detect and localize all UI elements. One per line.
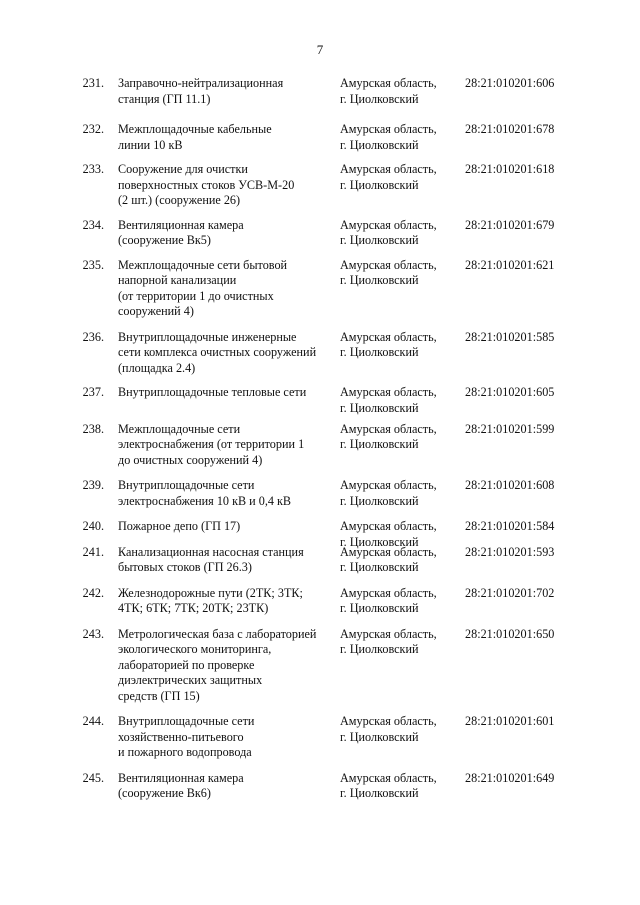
object-name: Межплощадочные сети бытовой напорной канализации (от территории 1 до очистных сооружений 4) bbox=[118, 257, 288, 318]
registry-row bbox=[76, 586, 576, 617]
row-number: 243. bbox=[82, 626, 104, 641]
cadastral-number: 28:21:010201:621 bbox=[465, 257, 555, 272]
cadastral-number: 28:21:010201:649 bbox=[465, 770, 555, 785]
object-location: Амурская область, г. Циолковский bbox=[340, 257, 437, 287]
cadastral-number: 28:21:010201:650 bbox=[465, 626, 555, 641]
object-name: Железнодорожные пути (2ТК; 3ТК; 4ТК; 6ТК; 7ТК; 20ТК; 23ТК) bbox=[118, 585, 303, 615]
registry-row bbox=[76, 478, 576, 509]
cadastral-number: 28:21:010201:585 bbox=[465, 329, 555, 344]
object-name: Сооружение для очистки поверхностных стоков УСВ-М-20 (2 шт.) (сооружение 26) bbox=[118, 162, 295, 207]
object-name: Метрологическая база с лабораторией экологического мониторинга, лабораторией по проверке диэлектрических защитных средств (ГП 15) bbox=[118, 626, 317, 703]
registry-row bbox=[76, 218, 576, 249]
object-location: Амурская область, г. Циолковский bbox=[340, 162, 437, 192]
cadastral-number: 28:21:010201:679 bbox=[465, 217, 555, 232]
cadastral-number: 28:21:010201:678 bbox=[465, 122, 555, 136]
row-number: 244. bbox=[82, 714, 104, 728]
cadastral-number: 28:21:010201:593 bbox=[465, 544, 555, 559]
object-location: Амурская область, г. Циолковский bbox=[340, 714, 437, 744]
object-name: Канализационная насосная станция бытовых стоков (ГП 26.3) bbox=[118, 544, 304, 574]
cadastral-number: 28:21:010201:584 bbox=[465, 519, 555, 533]
object-location: Амурская область, г. Циолковский bbox=[340, 478, 437, 508]
object-location: Амурская область, г. Циолковский bbox=[340, 122, 437, 152]
row-number: 237. bbox=[82, 385, 104, 399]
registry-row bbox=[76, 258, 576, 320]
property-registry bbox=[76, 76, 576, 802]
row-number: 239. bbox=[82, 478, 104, 492]
registry-row bbox=[76, 545, 576, 576]
registry-row bbox=[76, 330, 576, 377]
object-name: Внутриплощадочные инженерные сети комплекса очистных сооружений (площадка 2.4) bbox=[118, 329, 317, 375]
row-number: 240. bbox=[82, 519, 104, 533]
object-name: Вентиляционная камера (сооружение Вк6) bbox=[118, 770, 244, 800]
registry-row bbox=[76, 122, 576, 153]
registry-row bbox=[76, 76, 576, 107]
object-name: Вентиляционная камера (сооружение Вк5) bbox=[118, 217, 244, 247]
object-location: Амурская область, г. Циолковский bbox=[340, 329, 437, 359]
object-name: Заправочно-нейтрализационная станция (ГП 11.1) bbox=[118, 76, 284, 106]
registry-row bbox=[76, 714, 576, 761]
row-number: 245. bbox=[82, 770, 104, 785]
row-number: 241. bbox=[82, 544, 104, 559]
object-name: Межплощадочные кабельные линии 10 кВ bbox=[118, 122, 272, 152]
registry-row bbox=[76, 422, 576, 469]
object-location: Амурская область, г. Циолковский bbox=[340, 544, 437, 574]
object-location: Амурская область, г. Циолковский bbox=[340, 76, 437, 106]
cadastral-number: 28:21:010201:601 bbox=[465, 714, 555, 728]
cadastral-number: 28:21:010201:702 bbox=[465, 585, 555, 600]
registry-row bbox=[76, 519, 576, 549]
row-number: 232. bbox=[82, 122, 104, 136]
object-location: Амурская область, г. Циолковский bbox=[340, 585, 437, 615]
object-location: Амурская область, г. Циолковский bbox=[340, 421, 437, 451]
object-location: Амурская область, г. Циолковский bbox=[340, 519, 437, 549]
cadastral-number: 28:21:010201:606 bbox=[465, 76, 555, 90]
cadastral-number: 28:21:010201:618 bbox=[465, 162, 555, 176]
registry-row bbox=[76, 771, 576, 802]
row-number: 238. bbox=[82, 421, 104, 436]
object-location: Амурская область, г. Циолковский bbox=[340, 770, 437, 800]
registry-row bbox=[76, 385, 576, 415]
cadastral-number: 28:21:010201:608 bbox=[465, 478, 555, 492]
row-number: 234. bbox=[82, 217, 104, 232]
object-name: Пожарное депо (ГП 17) bbox=[118, 519, 241, 533]
object-location: Амурская область, г. Циолковский bbox=[340, 217, 437, 247]
row-number: 236. bbox=[82, 329, 104, 344]
object-location: Амурская область, г. Циолковский bbox=[340, 626, 437, 656]
row-number: 235. bbox=[82, 257, 104, 272]
page-number: 7 bbox=[316, 42, 324, 57]
object-name: Межплощадочные сети электроснабжения (от территории 1 до очистных сооружений 4) bbox=[118, 421, 305, 467]
object-location: Амурская область, г. Циолковский bbox=[340, 385, 437, 415]
row-number: 242. bbox=[82, 585, 104, 600]
cadastral-number: 28:21:010201:599 bbox=[465, 421, 555, 436]
cadastral-number: 28:21:010201:605 bbox=[465, 385, 555, 399]
row-number: 231. bbox=[82, 76, 104, 90]
object-name: Внутриплощадочные сети хозяйственно-питьевого и пожарного водопровода bbox=[118, 714, 255, 759]
registry-row bbox=[76, 627, 576, 705]
row-number: 233. bbox=[82, 162, 104, 176]
registry-row bbox=[76, 162, 576, 209]
object-name: Внутриплощадочные сети электроснабжения 10 кВ и 0,4 кВ bbox=[118, 478, 292, 508]
object-name: Внутриплощадочные тепловые сети bbox=[118, 385, 307, 399]
